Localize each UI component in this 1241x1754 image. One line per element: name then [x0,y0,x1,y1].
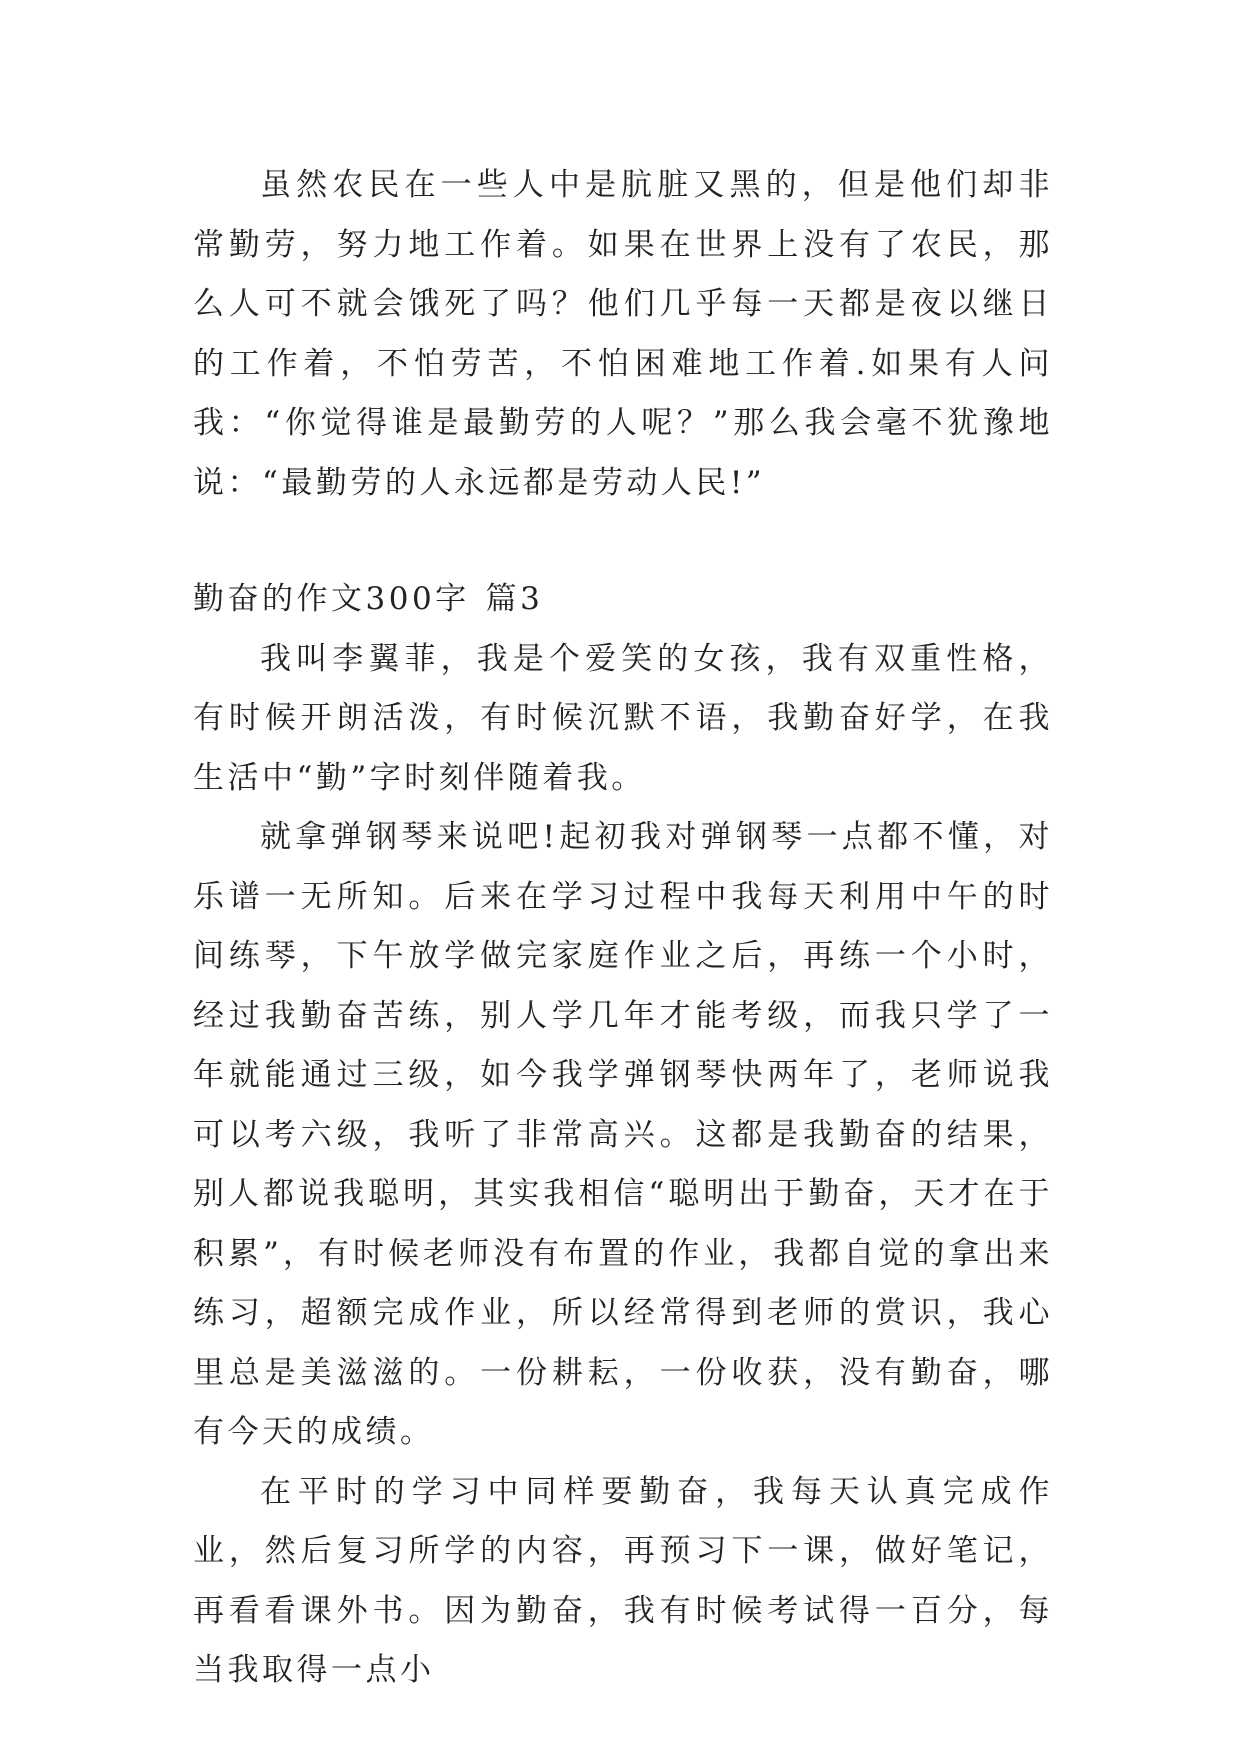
section-title: 勤奋的作文300字 [193,581,470,617]
essay-section [193,570,1053,1701]
section-heading [193,570,1053,630]
body-paragraph: 就拿弹钢琴来说吧!起初我对弹钢琴一点都不懂，对乐谱一无所知。后来在学习过程中我每天利用中午的时间练琴，下午放学做完家庭作业之后，再练一个小时，经过我勤奋苦练，别人学几年才能考级，而我只学了一年就能通过三级，如今我学弹钢琴快两年了，老师说我可以考六级，我听了非常高兴。这都是我勤奋的结果，别人都说我聪明，其实我相信“聪明出于勤奋，天才在于积累”，有时候老师没有布置的作业，我都自觉的拿出来练习，超额完成作业，所以经常得到老师的赏识，我心里总是美滋滋的。一份耕耘，一份收获，没有勤奋，哪有今天的成绩。 [193,819,1053,1450]
body-paragraph: 我叫李翼菲，我是个爱笑的女孩，我有双重性格，有时候开朗活泼，有时候沉默不语，我勤奋好学，在我生活中“勤”字时刻伴随着我。 [193,640,1053,796]
top-text-block [193,156,1053,513]
body-paragraph: 在平时的学习中同样要勤奋，我每天认真完成作业，然后复习所学的内容，再预习下一课，做好笔记，再看看课外书。因为勤奋，我有时候考试得一百分，每当我取得一点小 [193,1473,1053,1688]
body-paragraph: 虽然农民在一些人中是肮脏又黑的，但是他们却非常勤劳，努力地工作着。如果在世界上没有了农民，那么人可不就会饿死了吗？他们几乎每一天都是夜以继日的工作着，不怕劳苦，不怕困难地工作着.如果有人问我：“你觉得谁是最勤劳的人呢？”那么我会毫不犹豫地说：“最勤劳的人永远都是劳动人民!” [193,167,1053,501]
section-number: 篇3 [485,581,544,617]
